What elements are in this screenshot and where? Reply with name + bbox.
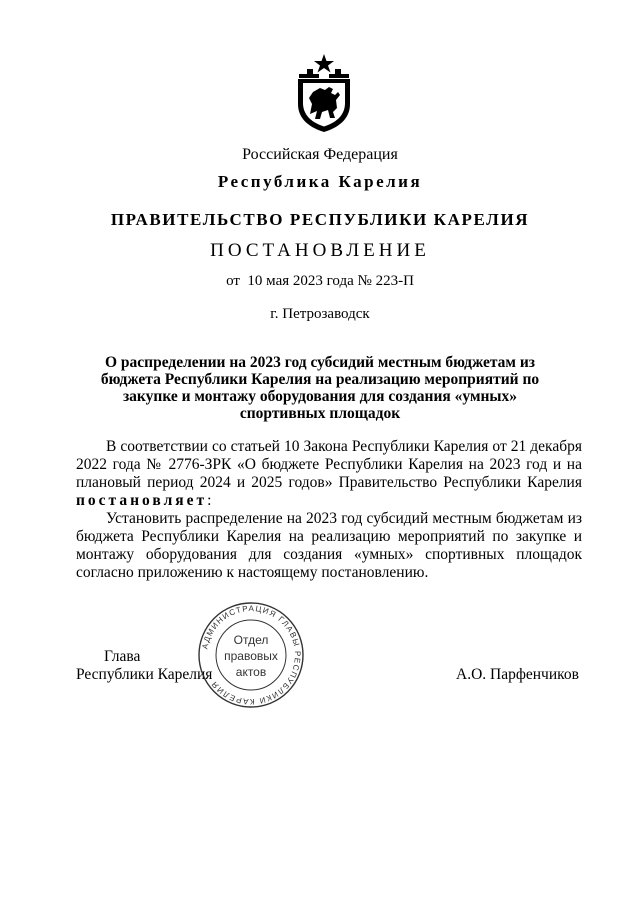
official-stamp-icon — [196, 600, 306, 710]
document-city: г. Петрозаводск — [270, 306, 370, 322]
stamp-line-3: актов — [235, 665, 267, 679]
position-line-1: Глава — [104, 648, 141, 665]
decree-keyword: постановляет — [76, 492, 208, 509]
stamp-ring-text: АДМИНИСТРАЦИЯ ГЛАВЫ РЕСПУБЛИКИ КАРЕЛИЯ — [200, 603, 303, 707]
position-line-2: Республики Карелия — [76, 666, 213, 683]
body-paragraph-2: Установить распределение на 2023 год субсидий местным бюджетам из бюджета Республики Карелия на реализацию мероприятий по закупке и монтажу оборудования для создания «умных» спортивных площадок согласно приложению к настоящему постановлению. — [76, 510, 582, 581]
body-paragraph-1 — [76, 438, 582, 510]
document-date-number: от 10 мая 2023 года № 223-П — [226, 273, 414, 289]
stamp-line-1: Отдел — [233, 633, 269, 647]
document-type: ПОСТАНОВЛЕНИЕ — [210, 240, 430, 261]
coat-of-arms-icon — [293, 52, 355, 134]
republic-name: Республика Карелия — [217, 172, 423, 191]
paragraph-1-text: В соответствии со статьей 10 Закона Республики Карелия от 21 декабря 2022 года № 2776-ЗРК «О бюджете Республики Карелия на 2023 год и на плановый период 2024 и 2025 годов» Правительство Республики Карелия — [76, 438, 582, 491]
country-name: Российская Федерация — [242, 146, 398, 163]
signatory-position — [76, 648, 212, 684]
paragraph-1-end: : — [207, 492, 212, 509]
government-name: ПРАВИТЕЛЬСТВО РЕСПУБЛИКИ КАРЕЛИЯ — [110, 210, 530, 229]
stamp-line-2: правовых — [224, 649, 278, 663]
document-title: О распределении на 2023 год субсидий местным бюджетам из бюджета Республики Карелия на реализацию мероприятий по закупке и монтажу оборудования для создания «умных» спортивных площадок — [100, 354, 540, 422]
signatory-name: А.О. Парфенчиков — [456, 666, 579, 683]
